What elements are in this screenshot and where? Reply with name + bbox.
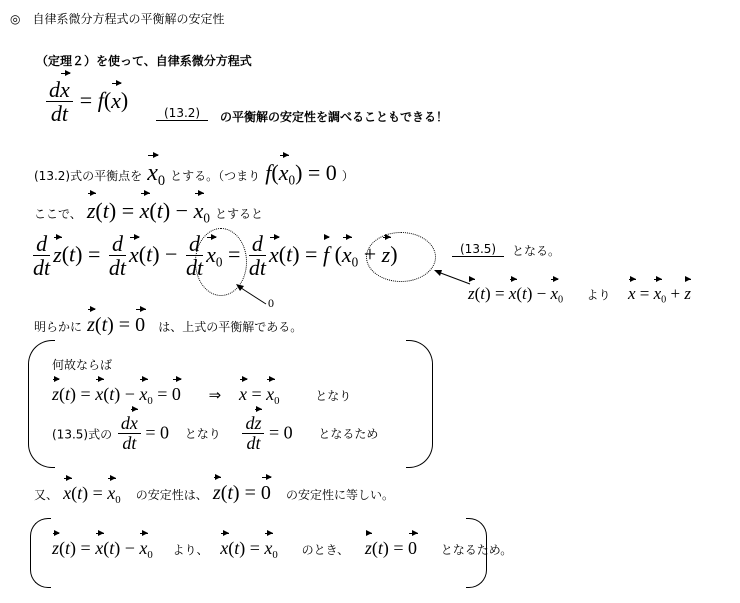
derivation-equation: $\frac{d}{dt}$ z(t) = $\frac{d}{dt}$ x(t) − $\frac{d}{dt}$ $x_0$ = $\frac{d}{dt}$ x(t) = f $(x_0 + z)$ (33, 231, 398, 281)
box1-title: 何故ならば (52, 358, 113, 372)
equation-13-2: $\frac{dx}{dt}$ = f(x) (46, 78, 128, 125)
box1-row2: (13.5)式の $\frac{dx}{dt}$ = 0 となり $\frac{dz}{dt}$ = 0 となるため (52, 413, 379, 453)
intro-text: （定理２）を使って、自律系微分方程式 (36, 54, 252, 68)
equation-13-5-note: となる。 (512, 244, 561, 258)
substitution-line: $z(t) = x(t) - x_0$ より $x = x_0 + z$ (468, 284, 691, 306)
equation-13-5-label: (13.5) (452, 242, 504, 256)
box2-row: $z(t) = x(t) - x_0$ より、 $x(t) = x_0$ のとき、 z(t) = 0 となるため。 (52, 538, 513, 561)
also-line: 又、 $x(t) = x_0$ の安定性は、 z(t) = 0 の安定性に等しい。 (34, 482, 394, 506)
page-heading: ◎ 自律系微分方程式の平衡解の安定性 (10, 12, 225, 26)
definition-line: ここで、 $z(t) = x(t) - x_0$ とすると (34, 198, 264, 226)
zero-annotation: 0 (268, 296, 274, 310)
box2-left-paren (30, 518, 51, 588)
box1-row1: $z(t) = x(t) - x_0 = 0$ ⇒ $x = x_0$ となり (52, 384, 352, 407)
box1-right-paren (406, 340, 433, 468)
box1-left-paren (28, 340, 55, 468)
equation-13-2-label: (13.2) (156, 106, 208, 120)
clear-line: 明らかに z(t) = 0 は、上式の平衡解である。 (34, 314, 303, 336)
dotted-circle-argument (366, 232, 436, 282)
equation-13-2-note: の平衡解の安定性を調べることもできる！ (220, 110, 449, 124)
equilibrium-line: (13.2)式の平衡点を $x_0$ とする。（つまり $f(x_0) = 0$ ） (34, 160, 354, 190)
